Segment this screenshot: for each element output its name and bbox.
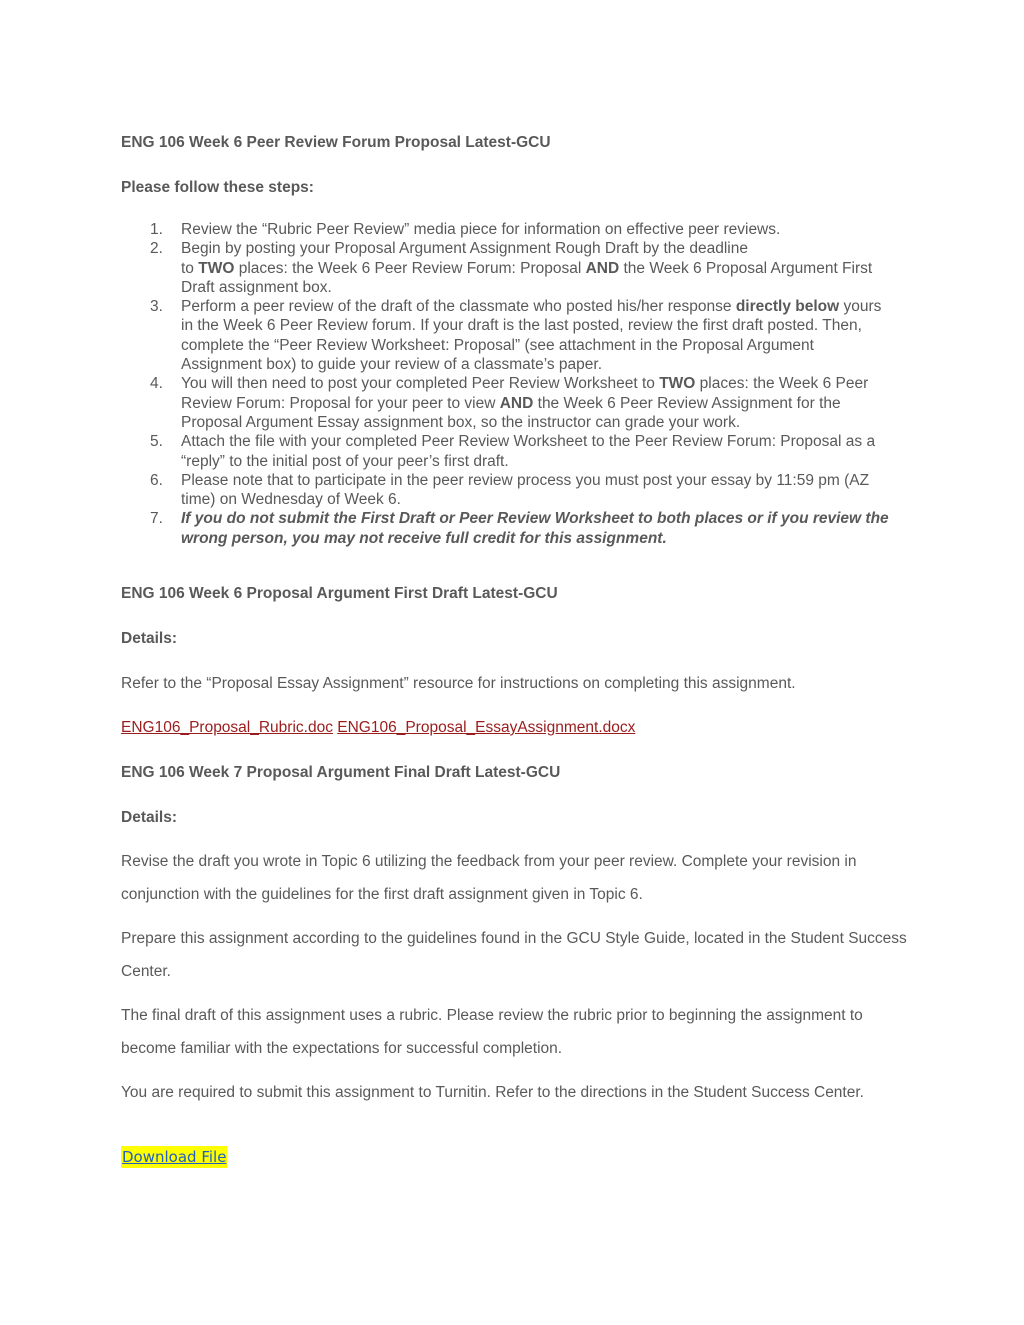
section-1-title: ENG 106 Week 6 Peer Review Forum Proposal Latest-GCU: [121, 134, 551, 151]
style-guide-paragraph: Prepare this assignment according to the guidelines found in the GCU Style Guide, located in the Student Success Center.: [121, 930, 907, 980]
step-item: [121, 374, 901, 432]
emphasis-text: directly below: [735, 298, 840, 316]
section-3-title: ENG 106 Week 7 Proposal Argument Final Draft Latest-GCU: [121, 764, 561, 781]
emphasis-text: AND: [499, 394, 534, 412]
step-text: [181, 509, 897, 548]
step-item: [121, 509, 901, 548]
step-number: 1.: [150, 221, 163, 238]
step-text: Attach the file with your completed Peer Review Worksheet to the Peer Review Forum: Proposal as a “reply” to the initial post of your peer’s first draft.: [181, 433, 876, 470]
step-text: Perform a peer review of the draft of the classmate who posted his/her response directly below yours in the Week 6 Peer Review forum. If your draft is the last posted, review the first draft posted. Then, complete the “Peer Review Worksheet: Proposal” (see attachment in the Proposal Argument Assignment box) to guide your review of a classmate’s paper.: [181, 298, 882, 374]
download-file-link[interactable]: Download File: [122, 1148, 227, 1166]
section-2-title: ENG 106 Week 6 Proposal Argument First Draft Latest-GCU: [121, 585, 558, 602]
emphasis-text: TWO: [198, 259, 235, 277]
revise-paragraph: Revise the draft you wrote in Topic 6 utilizing the feedback from your peer review. Complete your revision in conjunction with the guidelines for the first draft assignment given in Topic 6.: [121, 853, 857, 903]
rubric-doc-link[interactable]: ENG106_Proposal_Rubric.doc: [121, 719, 333, 736]
steps-list: [121, 220, 901, 548]
step-number: 5.: [150, 433, 163, 451]
steps-intro: Please follow these steps:: [121, 179, 314, 196]
turnitin-paragraph: You are required to submit this assignment to Turnitin. Refer to the directions in the Student Success Center.: [121, 1084, 864, 1101]
section-2-details-label: Details:: [121, 630, 177, 647]
step-item: [121, 297, 901, 374]
section-3-details-label: Details:: [121, 809, 177, 826]
step-number: 7.: [150, 510, 163, 528]
step-number: 2.: [150, 240, 163, 258]
step-item: [121, 471, 901, 510]
step-number: 4.: [150, 375, 163, 393]
step-text: Review the “Rubric Peer Review” media piece for information on effective peer reviews.: [181, 221, 781, 238]
step-text: You will then need to post your completed Peer Review Worksheet to TWO places: the Week 6 Peer Review Forum: Proposal for your peer to view AND the Week 6 Peer Review Assignment for the Proposal Argument Essay assignment box, so the instructor can grade your work.: [181, 375, 869, 431]
rubric-paragraph: The final draft of this assignment uses a rubric. Please review the rubric prior to beginning the assignment to become familiar with the expectations for successful completion.: [121, 1007, 863, 1057]
refer-text: Refer to the “Proposal Essay Assignment” resource for instructions on completing this assignment.: [121, 675, 796, 692]
warning-text: If you do not submit the First Draft or Peer Review Worksheet to both places or if you review the wrong person, you may not receive full credit for this assignment.: [181, 510, 889, 547]
emphasis-text: TWO: [659, 375, 696, 393]
step-text: Please note that to participate in the peer review process you must post your essay by 11:59 pm (AZ time) on Wednesday of Week 6.: [181, 471, 870, 509]
step-item: [121, 220, 901, 239]
step-item: [121, 239, 901, 297]
attachment-links: [121, 718, 635, 738]
step-text: Begin by posting your Proposal Argument Assignment Rough Draft by the deadline to TWO places: the Week 6 Peer Review Forum: Proposal AND the Week 6 Proposal Argument First Draft assignment box.: [181, 240, 873, 296]
step-number: 3.: [150, 298, 163, 316]
step-item: [121, 432, 901, 471]
essay-assignment-doc-link[interactable]: ENG106_Proposal_EssayAssignment.docx: [337, 719, 636, 736]
step-number: 6.: [150, 471, 163, 489]
emphasis-text: AND: [585, 259, 620, 277]
